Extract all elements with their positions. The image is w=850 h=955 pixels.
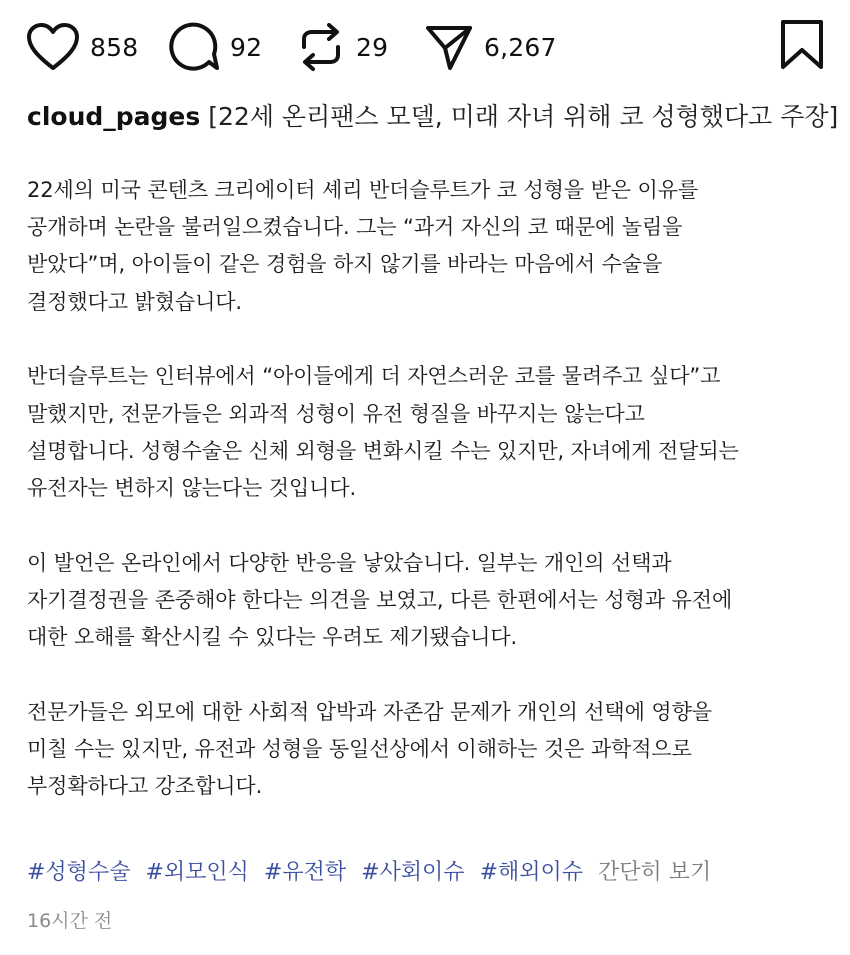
paragraph-1 — [27, 172, 827, 321]
repost-count: 29 — [356, 32, 389, 62]
share-count: 6,267 — [484, 32, 557, 62]
text-line: 결정했다고 밝혔습니다. — [27, 289, 243, 314]
hashtag-link[interactable]: #사회이슈 — [361, 860, 465, 885]
hashtag-link[interactable]: #성형수술 — [27, 860, 131, 885]
hashtag-link[interactable]: #해외이슈 — [479, 860, 584, 885]
text-line: 유전자는 변하지 않는다는 것입니다. — [27, 475, 357, 500]
hashtag-link[interactable]: #유전학 — [263, 860, 347, 885]
post-body — [27, 172, 827, 843]
text-line: 이 발언은 온라인에서 다양한 반응을 낳았습니다. 일부는 개인의 선택과 — [27, 550, 672, 575]
text-line: 받았다”며, 아이들이 같은 경험을 하지 않기를 바라는 마음에서 수술을 — [27, 252, 663, 277]
post-timestamp: 16시간 전 — [27, 910, 113, 932]
paragraph-4 — [27, 694, 827, 806]
caption-header — [27, 98, 839, 136]
post-headline: [22세 온리팬스 모델, 미래 자녀 위해 코 성형했다고 주장] — [208, 102, 839, 131]
send-icon — [424, 22, 474, 72]
comment-button[interactable] — [168, 18, 262, 76]
repost-icon — [296, 21, 346, 73]
text-line: 반더슬루트는 인터뷰에서 “아이들에게 더 자연스러운 코를 물려주고 싶다”고 — [27, 364, 721, 389]
text-line: 대한 오해를 확산시킬 수 있다는 우려도 제기됐습니다. — [27, 625, 518, 650]
post-action-bar — [0, 0, 850, 95]
text-line: 22세의 미국 콘텐츠 크리에이터 셰리 반더슬루트가 코 성형을 받은 이유를 — [27, 178, 699, 202]
heart-icon — [26, 22, 80, 72]
like-count: 858 — [90, 32, 139, 62]
text-line: 전문가들은 외모에 대한 사회적 압박과 자존감 문제가 개인의 선택에 영향을 — [27, 699, 712, 724]
hashtag-link[interactable]: #외모인식 — [145, 860, 249, 885]
paragraph-2 — [27, 358, 827, 507]
save-button[interactable] — [778, 16, 826, 74]
see-less-link[interactable]: 간단히 보기 — [598, 860, 712, 885]
text-line: 공개하며 논란을 불러일으켰습니다. 그는 “과거 자신의 코 때문에 놀림을 — [27, 215, 683, 240]
comment-bubble-icon — [168, 21, 220, 73]
paragraph-3 — [27, 545, 827, 657]
text-line: 부정확하다고 강조합니다. — [27, 774, 263, 799]
hashtag-row — [27, 855, 837, 891]
repost-button[interactable] — [296, 18, 388, 76]
text-line: 미칠 수는 있지만, 유전과 성형을 동일선상에서 이해하는 것은 과학적으로 — [27, 736, 692, 761]
share-button[interactable] — [424, 18, 557, 76]
text-line: 자기결정권을 존중해야 한다는 의견을 보였고, 다른 한편에서는 성형과 유전에 — [27, 587, 733, 612]
text-line: 설명합니다. 성형수술은 신체 외형을 변화시킬 수는 있지만, 자녀에게 전달되는 — [27, 438, 739, 463]
text-line: 말했지만, 전문가들은 외과적 성형이 유전 형질을 바꾸지는 않는다고 — [27, 401, 645, 426]
username-link[interactable]: cloud_pages — [27, 102, 201, 131]
bookmark-icon — [778, 19, 826, 71]
like-button[interactable] — [26, 18, 138, 76]
comment-count: 92 — [230, 32, 263, 62]
